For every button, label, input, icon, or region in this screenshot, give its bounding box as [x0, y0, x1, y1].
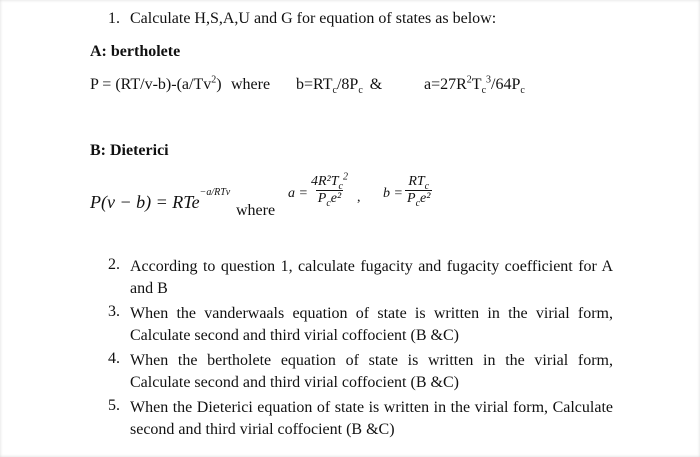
question-text: When the bertholete equation of state is written in the virial form, Calculate second and third virial coffocient (B &C) — [130, 352, 613, 391]
section-b-where: where — [236, 202, 276, 219]
b-num-sub: c — [424, 180, 430, 192]
question-1-text: Calculate H,S,A,U and G for equation of states as below: — [130, 10, 497, 27]
list-item — [108, 397, 613, 441]
dieterici-equation — [90, 187, 231, 213]
a-def-sub3: c — [520, 85, 525, 97]
dieterici-equation-text: P(v − b) = RTe — [90, 192, 200, 212]
a-def-sup2: 3 — [486, 74, 492, 86]
bertholet-b-definition — [296, 76, 383, 97]
question-1-number: 1. — [108, 10, 120, 27]
b-den-sub: c — [415, 197, 421, 209]
dieterici-b-numerator — [406, 174, 431, 190]
b-den-rest: e² — [420, 191, 431, 206]
dieterici-b-lhs: b = — [383, 186, 403, 201]
question-text: When the Dieterici equation of state is written in the virial form, Calculate second and third virial coffocient (B &C) — [130, 399, 613, 438]
dieterici-b-fraction — [405, 174, 432, 207]
dieterici-comma: , — [357, 190, 361, 205]
b-def-sub1: c — [332, 85, 337, 97]
dieterici-a-lhs: a = — [288, 186, 308, 201]
list-item — [108, 350, 613, 394]
list-item — [108, 256, 613, 300]
list-item — [108, 303, 613, 347]
bertholet-a-definition — [424, 74, 525, 97]
question-text: According to question 1, calculate fugacity and fugacity coefficient for A and B — [130, 258, 613, 297]
dieterici-a-denominator — [316, 190, 343, 207]
dieterici-a-fraction — [309, 171, 350, 209]
question-number: 2. — [108, 256, 120, 273]
b-def-part2: /8P — [336, 76, 359, 93]
question-number: 3. — [108, 303, 120, 320]
question-number: 4. — [108, 350, 120, 367]
section-b-heading: B: Dieterici — [90, 142, 169, 159]
a-def-sup1: 2 — [466, 74, 472, 86]
dieterici-equation-exponent: −a/RTv — [199, 187, 231, 198]
b-den-text: P — [407, 191, 416, 206]
a-den-text: P — [317, 191, 327, 206]
question-1 — [108, 10, 496, 28]
dieterici-b-denominator — [405, 190, 432, 207]
b-def-sub2: c — [358, 85, 363, 97]
question-text: When the vanderwaals equation of state is written in the virial form, Calculate second and third virial coffocient (B &C) — [130, 305, 613, 344]
section-a-where: where — [231, 76, 271, 93]
a-den-sub: c — [326, 197, 331, 209]
a-def-sub: c — [481, 85, 487, 97]
b-def-part1: b=RT — [296, 76, 333, 93]
a-den-rest: e² — [330, 191, 342, 206]
a-def-part3: /64P — [491, 76, 521, 93]
b-num-text: RT — [408, 174, 425, 189]
a-num-sup: 2 — [343, 171, 348, 183]
a-num-sub: c — [338, 180, 343, 192]
dieterici-a-numerator — [309, 171, 350, 192]
bertholet-equation-text: P = (RT/v-b)-(a/Tv — [90, 76, 212, 93]
b-def-amp: & — [369, 76, 383, 93]
section-a-heading: A: bertholete — [90, 43, 181, 60]
bertholet-equation-end: ) — [216, 76, 222, 93]
bertholet-equation-sup: 2 — [211, 74, 217, 86]
question-number: 5. — [108, 397, 120, 414]
a-def-part2: T — [471, 76, 482, 93]
a-def-part1: a=27R — [424, 76, 467, 93]
a-num-text: 4R²T — [311, 174, 339, 189]
questions-list — [108, 256, 613, 444]
bertholet-equation — [90, 76, 222, 94]
